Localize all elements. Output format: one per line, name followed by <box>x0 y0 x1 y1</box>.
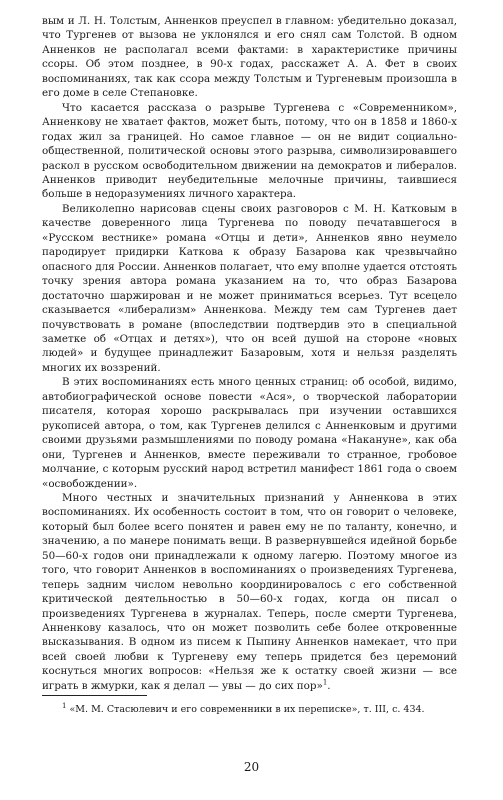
footnotes <box>42 695 457 717</box>
paragraph-3: Великолепно нарисовав сцены своих разговоров с М. Н. Катковым в качестве доверенного лица Тургенева по поводу печатавшегося в «Русском вестнике» романа «Отцы и дети», Анненков явно неумело пародирует придирки Каткова к образу Базарова как чрезвычайно опасного для России. Анненков полагает, что ему вполне удается отстоять точку зрения автора романа указанием на то, что образ Базарова достаточно шаржирован и не может приниматься всерьез. Тут всецело сказывается «либерализм» Анненкова. Между тем сам Тургенев дает почувствовать в романе (впоследствии подтвердив это в специальной заметке об «Отцах и детях»), что он всей душой на стороне «новых людей» и будущее принадлежит Базаровым, хотя и нельзя разделять многих их воззрений. <box>42 202 457 374</box>
paragraph-2: Что касается рассказа о разрыве Тургенева с «Современником», Анненкову не хватает фактов, может быть, потому, что он в 1858 и 1860-х годах жил за границей. Но самое главное — он не видит социально-общественной, политической основы этого разрыва, символизировавшего раскол в русском освободительном движении на демократов и либералов. Анненков приводит неубедительные мелочные причины, таившиеся больше в недоразумениях личного характера. <box>42 101 457 201</box>
paragraph-5-text: Много честных и значительных признаний у Анненкова в этих воспоминаниях. Их особенность состоит в том, что он говорит о человеке, который был более всего понятен и равен ему не по таланту, конечно, и значению, а по манере понимать вещи. В развернувшейся идейной борьбе 50—60-х годов они принадлежали к одному лагерю. Поэтому многое из того, что говорит Анненков в воспоминаниях о произведениях Тургенева, теперь задним числом невольно координировалось с его собственной критической деятельностью в 50—60-х годах, когда он писал о произведениях Тургенева в журналах. Теперь, после смерти Тургенева, Анненкову казалось, что он может позволить себе более откровенные высказывания. В одном из писем к Пыпину Анненков намекает, что при всей своей любви к Тургеневу ему теперь придется без церемоний коснуться многих вопросов: «Нельзя же к остатку своей жизни — все играть в жмурки, как я делал — увы — до сих пор» <box>42 491 457 692</box>
footnote-rule <box>42 695 147 696</box>
page-number: 20 <box>243 760 260 774</box>
footnote-text: «М. М. Стасюлевич и его современники в их переписке», т. III, с. 434. <box>69 704 425 715</box>
paragraph-5: Много честных и значительных признаний у Анненкова в этих воспоминаниях. Их особенность состоит в том, что он говорит о человеке, который был более всего понятен и равен ему не по таланту, конечно, и значению, а по манере понимать вещи. В развернувшейся идейной борьбе 50—60-х годов они принадлежали к одному лагерю. Поэтому многое из того, что говорит Анненков в воспоминаниях о произведениях Тургенева, теперь задним числом невольно координировалось с его собственной критической деятельностью в 50—60-х годах, когда он писал о произведениях Тургенева в журналах. Теперь, после смерти Тургенева, Анненкову казалось, что он может позволить себе более откровенные высказывания. В одном из писем к Пыпину Анненков намекает, что при всей своей любви к Тургеневу ему теперь придется без церемоний коснуться многих вопросов: «Нельзя же к остатку своей жизни — все играть в жмурки, как я делал — увы — до сих пор»$^1$. <box>42 491 457 692</box>
footnote-marker: 1 <box>62 701 67 710</box>
footnote-reference: 1 <box>322 678 328 687</box>
body-text <box>42 14 457 693</box>
paragraph-1: вым и Л. Н. Толстым, Анненков преуспел в главном: убедительно доказал, что Тургенев от вызова не уклонялся и его снял сам Толстой. В одном Анненков не располагал всеми фактами: в характеристике причины ссоры. Об этом позднее, в 90-х годах, расскажет А. А. Фет в своих воспоминаниях, так как ссора между Толстым и Тургеневым произошла в его доме в селе Степановке. <box>42 15 457 100</box>
paragraph-4: В этих воспоминаниях есть много ценных страниц: об особой, видимо, автобиографической основе повести «Ася», о творческой лаборатории писателя, которая хорошо раскрывалась при изучении оставшихся рукописей автора, о том, как Тургенев делился с Анненковым и другими своими друзьями размышлениями по поводу романа «Накануне», как оба они, Тургенев и Анненков, вместе переживали то странное, гробовое молчание, с которым русский народ встретил манифест 1861 года о своем «освобождении». <box>42 376 457 490</box>
footnote-1 <box>42 703 457 717</box>
